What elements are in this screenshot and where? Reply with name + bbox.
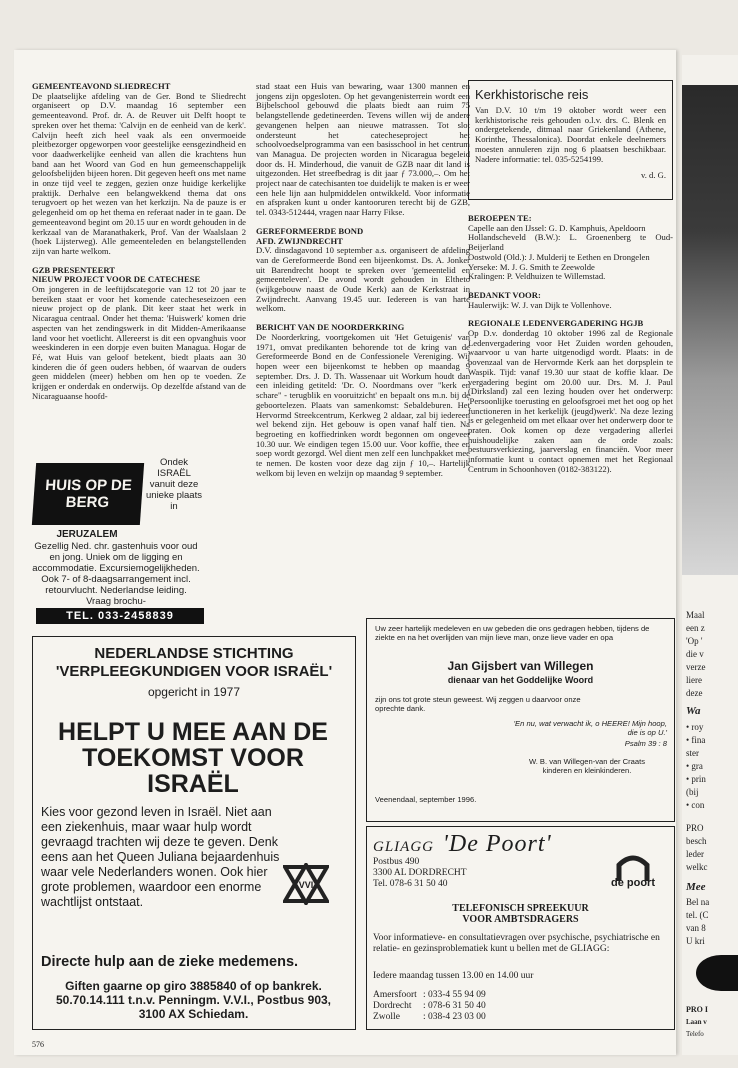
column-3: [468, 214, 673, 475]
right-page-text: Laan v: [686, 1018, 707, 1026]
phone-row: [373, 1001, 486, 1012]
phone-city: Dordrecht: [373, 1001, 412, 1011]
beroepen-line: Kralingen: P. Veldhuizen te Willemstad.: [468, 271, 606, 282]
rouw-intro: Uw zeer hartelijk medeleven en uw gebeden die ons gedragen hebben, tijdens de ziekte en na het overlijden van mijn lieve man, onze lieve vader en opa: [375, 624, 650, 642]
right-page-heading: Mee: [686, 881, 706, 893]
beroepen-line: Capelle aan den IJssel: G. D. Kamphuis, Apeldoorn: [468, 222, 646, 233]
right-page-heading: Wa: [686, 705, 701, 717]
huis-op-de-berg-ad: [32, 457, 202, 607]
address-line: Tel. 078-6 31 50 40: [373, 879, 448, 889]
stichting-headline: HELPT U MEE AAN DE TOEKOMST VOOR ISRAËL: [58, 718, 328, 798]
box-text: Van D.V. 10 t/m 19 oktober wordt weer een kerkhistorische reis gehouden o.l.v. drs. C. Blenk en ondergetekende, ditmaal naar Griekenland (Athene, Korinthe, Thessalonica). Doordat enkele deelnemers moesten annuleren zijn nog 6 plaatsen beschikbaar. Nadere informatie: tel. 035-5254199.: [475, 105, 666, 164]
rouw-quote-ref: Psalm 39 : 8: [624, 739, 667, 748]
article-title: GEREFORMEERDE BOND: [256, 225, 364, 236]
de-poort-logo: [599, 851, 667, 891]
address-line: 3300 AL DORDRECHT: [373, 868, 467, 878]
article-title: BERICHT VAN DE NOORDERKRING: [256, 322, 405, 333]
stichting-title: NEDERLANDSE STICHTING: [94, 645, 294, 662]
rouw-name: Jan Gijsbert van Willegen: [447, 659, 594, 673]
stichting-founded: opgericht in 1977: [147, 685, 241, 699]
de-poort-logo-text: de poort: [611, 877, 655, 889]
rouw-thanks: zijn ons tot grote steun geweest. Wij zeggen u daarvoor onze oprechte dank.: [375, 695, 581, 713]
box-signature: v. d. G.: [641, 170, 666, 181]
right-page-text: Telefo: [686, 1030, 704, 1038]
page-number: 576: [32, 1040, 44, 1049]
gliagg-times: Iedere maandag tussen 13.00 en 14.00 uur: [373, 971, 534, 981]
right-page-text: liere: [686, 675, 702, 685]
gliagg-box: [366, 826, 675, 1030]
phone-number: : 033-4 55 94 09: [423, 990, 486, 1000]
rouw-role: dienaar van het Goddelijke Woord: [447, 675, 594, 685]
phone-number: : 078-6 31 50 40: [423, 1001, 486, 1011]
stichting-ad: [32, 636, 356, 1030]
gliagg-label-text: GLIAGG: [373, 839, 434, 855]
article-text: D.V. dinsdagavond 10 september a.s. organiseert de afdeling van de Gereformeerde Bond een bijeenkomst. Ds. A. Jonker uit Barendrecht hoopt te spreken over 'gemeentelid en gemeenteleven'. De avond wordt gehouden in Eltheto (wijkgebouw naast de Oude Kerk) aan de Kerkstraat in Zwijndrecht. Aanvang 19.45 uur. Iedereen is van harte welkom.: [256, 245, 470, 314]
right-page-text: leder: [686, 849, 704, 859]
bedankt-text: Haulerwijk: W. J. van Dijk te Vollenhove.: [468, 299, 612, 310]
box-title: Kerkhistorische reis: [475, 87, 589, 102]
gliagg-phones: [373, 990, 486, 1023]
gliagg-name: 'De Poort': [442, 831, 552, 857]
right-page-text: deze: [686, 688, 703, 698]
right-page-text: • fina: [686, 735, 706, 745]
right-page-text: Bel na: [686, 897, 710, 907]
right-page-text: een z: [686, 623, 705, 633]
rouw-place-date: Veenendaal, september 1996.: [375, 795, 477, 804]
article-subtitle: AFD. ZWIJNDRECHT: [256, 235, 343, 246]
article-text: Op D.v. donderdag 10 oktober 1996 zal de Regionale Ledenvergadering voor Het Zuiden worden gehouden, waarvoor u van harte uitgenodigd wordt. Plaats: in de bovenzaal van de Hervormde Kerk aan het dorpsplein te Waspik. Tijd: vanaf 19.30 uur staat de koffie klaar. De vergadering begint om 20.00 uur. Drs. M. J. Paul (Dirksland) zal een lezing houden over het onderwerp: 'Persoonlijke toerusting en geloofsgroei met het oog op het functioneren in het kerkelijk (jeugd)werk'. Na deze lezing is er gelegenheid om met elkaar over het onderwerp door te praten. Ook komen op deze vergadering allerlei huishoudelijke zaken aan de orde zoals: bestuursverkiezing, jaarverslag en financiën. Voor meer informatie kunt u contact opnemen met het Regionaal Centrum in Schoonhoven (0182-383122).: [468, 328, 673, 474]
ad-place: JERUZALEM: [56, 529, 118, 540]
magazine-page: [14, 50, 676, 1055]
address-line: Postbus 490: [373, 857, 420, 867]
right-page-logo: [696, 955, 738, 991]
right-page-text: • gra: [686, 761, 703, 771]
article-subtitle: NIEUW PROJECT VOOR DE CATECHESE: [32, 274, 201, 285]
rouw-quote: 'En nu, wat verwacht ik, o HEERE! Mijn hoop, die is op U.': [513, 719, 667, 737]
beroepen-line: Oostwold (Old.): J. Mulderij te Eethen en Drongelen: [468, 251, 650, 262]
beroepen-line: Yerseke: M. J. G. Smith te Zeewolde: [468, 261, 595, 272]
gliagg-heading-2: VOOR AMBTSDRAGERS: [462, 914, 579, 925]
right-page-text: U kri: [686, 936, 705, 946]
ad-phone: TEL. 033-2458839: [36, 608, 204, 624]
article-title: REGIONALE LEDENVERGADERING HGJB: [468, 318, 644, 329]
right-page-photo: [682, 85, 738, 575]
right-page-edge: [682, 55, 738, 1055]
phone-city: Amersfoort: [373, 990, 417, 1000]
right-page-text: van 8: [686, 923, 706, 933]
article-title: GEMEENTEAVOND SLIEDRECHT: [32, 81, 171, 91]
right-page-text: welkc: [686, 862, 708, 872]
stichting-subtitle: 'VERPLEEGKUNDIGEN VOOR ISRAËL': [55, 663, 333, 680]
right-page-text: • prin: [686, 774, 706, 784]
right-page-text: besch: [686, 836, 707, 846]
beroepen-title: BEROEPEN TE:: [468, 213, 532, 223]
right-page-text: ster: [686, 748, 699, 758]
vvi-star-logo: [283, 863, 329, 905]
article-text: Om jongeren in de leeftijdscategorie van 12 tot 20 jaar te bereiken staat er voor het komende catecheseseizoen een nieuw project op de plank. Dit keer staat het werk in Nicaragua centraal. Onder het thema: 'Huiswerk' komen drie aspecten van het zendingswerk in dit Midden-Amerikaanse land voor het voetlicht. Allereerst is dit een opvanghuis voor weeskinderen in een dorpje even buiten Managua. Hogar de Fé, wat Huis van geloof betekent, biedt plaats aan 30 kinderen die óf geen ouders hebben, óf waarvan de ouders geen middelen (meer) hebben om hen op te voeden. Ze krijgen er onderdak en onderwijs. Op dezelfde afstand van de Nicaraguaanse hoofd-: [32, 284, 246, 401]
right-page-text: 'Op ': [686, 636, 703, 646]
gliagg-heading-1: TELEFONISCH SPREEKUUR: [452, 903, 589, 914]
kerkhistorische-reis-box: [468, 80, 673, 200]
right-page-text: die v: [686, 649, 704, 659]
gliagg-address: [373, 857, 467, 890]
ad-side-text: Ondek ISRAËL vanuit deze unieke plaats in: [146, 457, 202, 512]
column-1: [32, 82, 246, 402]
phone-number: : 038-4 23 03 00: [423, 1012, 486, 1022]
right-page-text: PRO: [686, 823, 704, 833]
gliagg-body: Voor informatieve- en consultatievragen over psychische, psychiatrische en relatie- en gezinsproblematiek kunt u bellen met de GLIAGG:: [373, 933, 660, 954]
right-page-text: • roy: [686, 722, 704, 732]
right-page-text: Maal: [686, 610, 705, 620]
rouw-family: W. B. van Willegen-van der Craats kinderen en kleinkinderen.: [528, 757, 646, 775]
stichting-body: Kies voor gezond leven in Israël. Niet aan een ziekenhuis, maar waar hulp wordt gevraagd trachten wij deze te geven. Denk eens aan het Queen Juliana bejaardenhuis waar vele Nederlanders wonen. Ook hier grote problemen, waardoor een enorme wachtlijst ontstaat.: [41, 805, 280, 909]
article-text: De plaatselijke afdeling van de Ger. Bond te Sliedrecht organiseert op D.V. maandag 16 september een gemeenteavond. Prof. dr. A. de Reuver uit Delft hoopt te spreken over het thema: 'Calvijn en de eenheid van de kerk'. Calvijn heeft zich heel vaak als een onvermoeide pleitbezorger opgeworpen voor geestelijke eensgezindheid en voor daadwerkelijke eenheid van allen die krachtens hun band aan het Woord van God en hun gemeenschappelijk geloofsbelijden bijeen horen. Dit gegeven heeft ons met name in onze tijd veel te zeggen, gezien onze huidige kerkelijke praktijk. Derhalve een belangwekkend thema dat ons terugvoert op het wezen van het kerkzijn. Na de pauze is er gelegenheid om op het thema en referaat nader in te gaan. De gemeenteavond begint om 20.15 uur en wordt gehouden in de kerkzaal van de Maranathakerk, Prof. Van der Waalslaan 2 (hoek Lijsterweg). Alle gemeenteleden en belangstellenden zijn van harte welkom.: [32, 90, 246, 256]
beroepen-line: Hollandscheveld (B.W.): L. Groenenberg te Oud-Beijerland: [468, 232, 673, 253]
article-text: stad staat een Huis van bewaring, waar 1300 mannen en jongens zijn opgesloten. Op het gevangenisterrein wordt een Bijbelschool gebouwd die plaats biedt aan ruim 75 belangstellende gedetineerden. Tevens willen wij de andere gevangenen helpen aan nieuwe matrassen. Tot slot ondersteunt het catecheseproject het schoolvoedselprogramma van een basisschool in het centrum van Managua. De projecten worden in Nicaragua begeleid door ds. H. Minderhoud, die vanuit de GZB naar dit land is uitgezonden. Het streefbedrag is dit jaar ƒ 73.000,–. Om het project naar de catechisanten toe duidelijk te maken is er weer een hele lijn aan hulpmiddelen ontwikkeld. Voor informatie en afspraken kunt u onder kantooruren terecht bij de GZB, tel. 0343-512444, vragen naar Harry Fikse.: [256, 81, 470, 218]
right-page-text: tel. (C: [686, 910, 709, 920]
right-page-text: PRO I: [686, 1005, 708, 1014]
phone-row: [373, 1012, 486, 1023]
right-page-text: (bij: [686, 787, 699, 797]
ad-body: Gezellig Ned. chr. gastenhuis voor oud en jong. Uniek om de ligging en accommodatie. Excursiemogelijkheden. Ook 7- of 8-daagsarrangement incl. retourvlucht. Nederlandse leiding. Vraag brochu-: [32, 541, 200, 607]
bedankt-title: BEDANKT VOOR:: [468, 289, 541, 300]
stichting-gifts: Giften gaarne op giro 3885840 of op bankrek. 50.70.14.111 t.n.v. Penningm. V.V.I., Postbus 903, 3100 AX Schiedam.: [55, 979, 332, 1021]
article-title: GZB PRESENTEERT: [32, 264, 116, 275]
stichting-call: Directe hulp aan de zieke medemens.: [41, 954, 299, 970]
dankbetuiging-box: [366, 618, 675, 822]
right-page-text: verze: [686, 662, 706, 672]
gliagg-heading: [367, 903, 674, 925]
huis-op-de-berg-logo: HUIS OP DE BERG: [32, 463, 144, 525]
column-2: [256, 82, 470, 478]
gliagg-label: [373, 831, 552, 858]
vvi-logo-text: VVI: [298, 880, 314, 890]
phone-row: [373, 990, 486, 1001]
right-page-text: • con: [686, 800, 705, 810]
article-text: De Noorderkring, voortgekomen uit 'Het Getuigenis' van 1971, omvat predikanten behorende tot de kring van de Gereformeerde Bond en de Confessionele Vereniging. Wij hopen weer een bijeenkomst te hebben op maandag 9 september. Drs. J. D. Th. Wassenaar uit Workum houdt dan een inleiding getiteld: 'Dr. O. Noordmans over "kerk en schare" - terugblik en vooruitzicht' en bepaalt ons m.n. bij de geboortelezen. Plaats van samenkomst: Sebaldeburen. Het Hervormd Streekcentrum, Kerkweg 2 aldaar, zal bij iedereen wel bekend zijn. Het gebouw is open vanaf half tien. Na begroeting en koffiedrinken wordt begonnen om ongeveer 10.30 uur. We eindigen tegen 15.00 uur. Voor koffie, thee en soep wordt gezorgd. Wel dient men zelf een lunchpakket mee te nemen. De kosten voor deze dag zijn ƒ 10,–. Hartelijk welkom bij leven en welzijn op maandag 9 september.: [256, 331, 470, 478]
phone-city: Zwolle: [373, 1012, 400, 1022]
